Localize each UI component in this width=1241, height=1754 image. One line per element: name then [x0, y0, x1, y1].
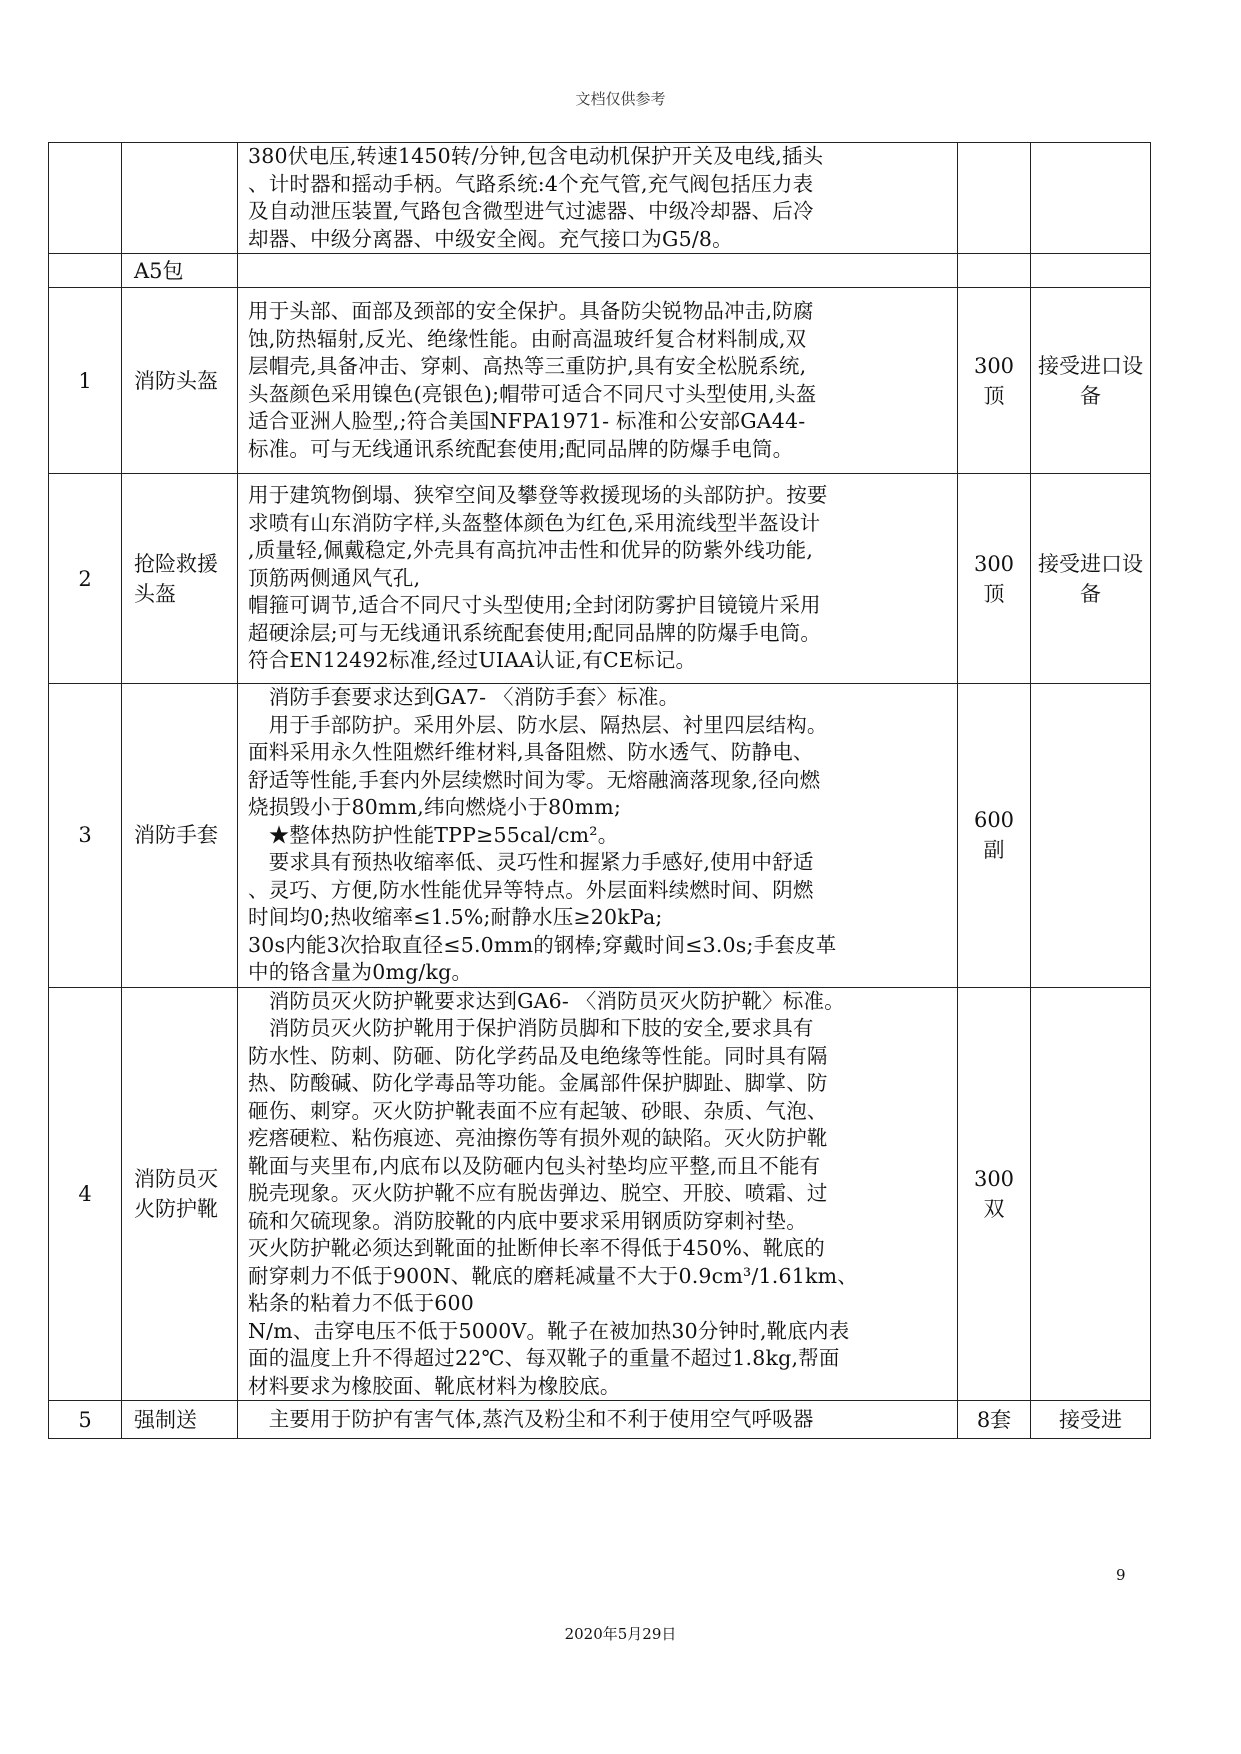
description-line: 时间均0;热收缩率≤1.5%;耐静水压≥20kPa;: [248, 905, 663, 929]
description-line: 顶筋两侧通风气孔,: [248, 565, 421, 590]
table-row: [49, 987, 1151, 1401]
item-remark: [1031, 254, 1151, 288]
description-line: 中的铬含量为0mg/kg。: [248, 960, 473, 984]
item-name: A5包: [122, 254, 238, 288]
item-quantity: 600副: [958, 684, 1031, 988]
description-line: 30s内能3次拾取直径≤5.0mm的钢棒;穿戴时间≤3.0s;手套皮革: [248, 932, 837, 957]
item-description: [238, 254, 958, 288]
item-number: 5: [49, 1401, 122, 1439]
item-remark: 接受进: [1031, 1401, 1151, 1439]
footer-date: 2020年5月29日: [564, 1625, 677, 1643]
item-remark: [1031, 987, 1151, 1401]
table-row: [49, 254, 1151, 288]
item-remark: [1031, 684, 1151, 988]
description-line: 标准。可与无线通讯系统配套使用;配同品牌的防爆手电筒。: [248, 436, 794, 461]
description-line: 用于建筑物倒塌、狭窄空间及攀登等救援现场的头部防护。按要: [248, 483, 828, 508]
item-number: 3: [49, 684, 122, 988]
item-number: [49, 254, 122, 288]
item-number: [49, 143, 122, 254]
item-description: [238, 143, 958, 254]
item-name: 抢险救援头盔: [122, 474, 238, 684]
table-row: [49, 474, 1151, 684]
item-number: 2: [49, 474, 122, 684]
description-line: 防水性、防刺、防砸、防化学药品及电绝缘等性能。同时具有隔: [248, 1043, 828, 1068]
description-line: 脱壳现象。灭火防护靴不应有脱齿弹边、脱空、开胶、喷霜、过: [248, 1181, 828, 1205]
description-line: N/m、击穿电压不低于5000V。靴子在被加热30分钟时,靴底内表: [248, 1318, 850, 1343]
item-description: [238, 288, 958, 474]
description-line: 蚀,防热辐射,反光、绝缘性能。由耐高温玻纤复合材料制成,双: [248, 326, 807, 351]
description-line: 硫和欠硫现象。消防胶靴的内底中要求采用钢质防穿刺衬垫。: [248, 1208, 807, 1233]
description-line: 层帽壳,具备冲击、穿刺、高热等三重防护,具有安全松脱系统,: [248, 354, 807, 378]
description-line: 消防员灭火防护靴要求达到GA6- 〈消防员灭火防护靴〉标准。: [248, 988, 845, 1013]
description-line: 帽箍可调节,适合不同尺寸头型使用;全封闭防雾护目镜镜片采用: [248, 593, 821, 618]
description-line: 符合EN12492标准,经过UIAA认证,有CE标记。: [248, 648, 697, 673]
item-name: 消防手套: [122, 684, 238, 988]
table-row: [49, 1401, 1151, 1439]
description-line: 用于手部防护。采用外层、防水层、隔热层、衬里四层结构。: [248, 712, 828, 737]
description-line: ,质量轻,佩戴稳定,外壳具有高抗冲击性和优异的防紫外线功能,: [248, 538, 814, 563]
description-line: 烧损毁小于80mm,纬向燃烧小于80mm;: [248, 795, 622, 819]
item-description: [238, 1401, 958, 1439]
description-line: 面料采用永久性阻燃纤维材料,具备阻燃、防水透气、防静电、: [248, 740, 814, 764]
description-line: 、灵巧、方便,防水性能优异等特点。外层面料续燃时间、阴燃: [248, 877, 814, 902]
description-line: 用于头部、面部及颈部的安全保护。具备防尖锐物品冲击,防腐: [248, 299, 814, 323]
description-line: 380伏电压,转速1450转/分钟,包含电动机保护开关及电线,插头: [248, 144, 824, 168]
item-description: [238, 987, 958, 1401]
item-description: [238, 474, 958, 684]
item-remark: 接受进口设备: [1031, 288, 1151, 474]
item-quantity: 300双: [958, 987, 1031, 1401]
description-line: 耐穿刺力不低于900N、靴底的磨耗减量不大于0.9cm³/1.61km、: [248, 1263, 858, 1288]
item-number: 1: [49, 288, 122, 474]
description-line: 、计时器和摇动手柄。气路系统:4个充气管,充气阀包括压力表: [248, 171, 814, 196]
description-line: 灭火防护靴必须达到靴面的扯断伸长率不得低于450%、靴底的: [248, 1236, 825, 1260]
item-quantity: [958, 254, 1031, 288]
description-line: 消防手套要求达到GA7- 〈消防手套〉标准。: [248, 685, 680, 709]
description-line: 砸伤、刺穿。灭火防护靴表面不应有起皱、砂眼、杂质、气泡、: [248, 1098, 828, 1123]
item-quantity: 300顶: [958, 288, 1031, 474]
item-name: 消防头盔: [122, 288, 238, 474]
description-line: 面的温度上升不得超过22℃、每双靴子的重量不超过1.8kg,帮面: [248, 1346, 840, 1370]
item-remark: 接受进口设备: [1031, 474, 1151, 684]
table-row: [49, 143, 1151, 254]
item-name: [122, 143, 238, 254]
description-line: 要求具有预热收缩率低、灵巧性和握紧力手感好,使用中舒适: [248, 850, 814, 874]
description-line: 及自动泄压装置,气路包含微型进气过滤器、中级冷却器、后冷: [248, 199, 814, 223]
item-name: 强制送: [122, 1401, 238, 1439]
description-line: 头盔颜色采用镍色(亮银色);帽带可适合不同尺寸头型使用,头盔: [248, 381, 817, 406]
description-line: 靴面与夹里布,内底布以及防砸内包头衬垫均应平整,而且不能有: [248, 1153, 821, 1178]
item-quantity: 300顶: [958, 474, 1031, 684]
description-line: 主要用于防护有害气体,蒸汽及粉尘和不利于使用空气呼吸器: [248, 1406, 814, 1431]
item-quantity: [958, 143, 1031, 254]
description-line: 舒适等性能,手套内外层续燃时间为零。无熔融滴落现象,径向燃: [248, 767, 821, 792]
item-number: 4: [49, 987, 122, 1401]
item-remark: [1031, 143, 1151, 254]
description-line: 却器、中级分离器、中级安全阀。充气接口为G5/8。: [248, 226, 733, 251]
description-line: 求喷有山东消防字样,头盔整体颜色为红色,采用流线型半盔设计: [248, 510, 821, 535]
item-description: [238, 684, 958, 988]
table-row: [49, 684, 1151, 988]
description-line: 消防员灭火防护靴用于保护消防员脚和下肢的安全,要求具有: [248, 1016, 814, 1040]
table-row: [49, 288, 1151, 474]
description-line: 热、防酸碱、防化学毒品等功能。金属部件保护脚趾、脚掌、防: [248, 1071, 828, 1095]
description-line: 材料要求为橡胶面、靴底材料为橡胶底。: [248, 1373, 621, 1398]
item-quantity: 8套: [958, 1401, 1031, 1439]
description-line: 超硬涂层;可与无线通讯系统配套使用;配同品牌的防爆手电筒。: [248, 620, 822, 645]
equipment-spec-table: [48, 142, 1151, 1439]
description-line: ★整体热防护性能TPP≥55cal/cm²。: [248, 822, 619, 847]
description-line: 适合亚洲人脸型,;符合美国NFPA1971- 标准和公安部GA44-: [248, 409, 806, 433]
item-name: 消防员灭火防护靴: [122, 987, 238, 1401]
description-line: 疙瘩硬粒、粘伤痕迹、亮油擦伤等有损外观的缺陷。灭火防护靴: [248, 1126, 828, 1150]
description-line: 粘条的粘着力不低于600: [248, 1291, 475, 1315]
page-number: 9: [1116, 1566, 1126, 1584]
document-header: 文档仅供参考: [575, 90, 666, 108]
